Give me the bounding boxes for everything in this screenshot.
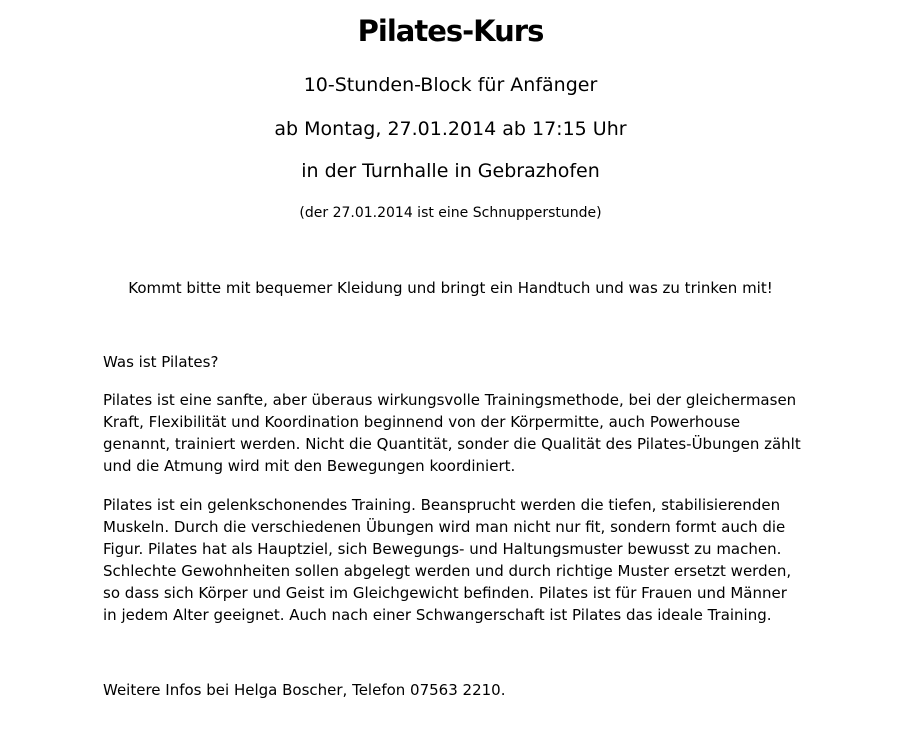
section-question: Was ist Pilates? [103, 353, 219, 371]
paragraph-description: Pilates ist eine sanfte, aber überaus wirkungsvolle Trainingsmethode, bei der gleichermasen Kraft, Flexibilität und Koordination beginnend von der Körpermitte, auch Powerhouse genannt, trainiert werden. Nicht die Quantität, sonder die Qualität des Pilates-Übungen zählt und die Atmung wird mit den Bewegungen koordiniert. [103, 391, 801, 475]
course-block-subtitle: 10-Stunden-Block für Anfänger [303, 74, 598, 96]
page-title: Pilates-Kurs [357, 14, 544, 48]
trial-lesson-note: (der 27.01.2014 ist eine Schnupperstunde) [299, 205, 602, 221]
paragraph-benefits: Pilates ist ein gelenkschonendes Training. Beansprucht werden die tiefen, stabilisierenden Muskeln. Durch die verschiedenen Übungen wird man nicht nur fit, sondern formt auch die Figur. Pilates hat als Hauptziel, sich Bewegungs- und Haltungsmuster bewusst zu machen. Schlechte Gewohnheiten sollen abgelegt werden und durch richtige Muster ersetzt werden, so dass sich Körper und Geist im Gleichgewicht befinden. Pilates ist für Frauen und Männer in jedem Alter geeignet. Auch nach einer Schwangerschaft ist Pilates das ideale Training. [103, 496, 792, 624]
bring-items-note: Kommt bitte mit bequemer Kleidung und bringt ein Handtuch und was zu trinken mit! [128, 279, 773, 297]
course-location: in der Turnhalle in Gebrazhofen [301, 160, 600, 182]
contact-info: Weitere Infos bei Helga Boscher, Telefon 07563 2210. [103, 681, 506, 699]
course-start-date: ab Montag, 27.01.2014 ab 17:15 Uhr [274, 118, 627, 140]
